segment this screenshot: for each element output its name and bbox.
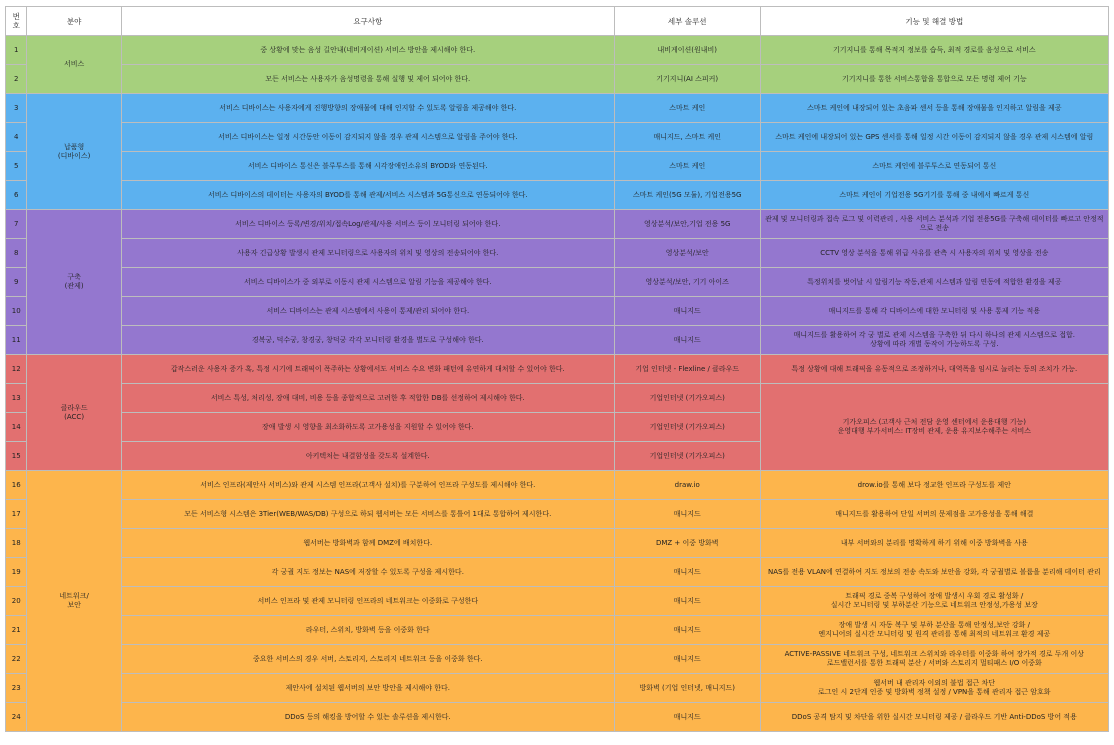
row-number: 7	[6, 210, 27, 239]
row-number: 1	[6, 36, 27, 65]
row-number: 21	[6, 616, 27, 645]
function-cell: 특정 상황에 대해 트래픽을 유동적으로 조정하거나, 대역폭을 임시로 늘리는 등의 조치가 가능.	[760, 355, 1108, 384]
requirement-cell: 웹서버는 방화벽과 함께 DMZ에 배치한다.	[121, 529, 614, 558]
row-number: 15	[6, 442, 27, 471]
header-function: 기능 및 해결 방법	[760, 7, 1108, 36]
row-number: 23	[6, 674, 27, 703]
table-row	[6, 268, 1109, 297]
function-cell: 매니지드를 통해 각 디바이스에 대한 모니터링 및 사용 통제 기능 적용	[760, 297, 1108, 326]
requirement-cell: 서비스 디바이스는 관제 시스템에서 사용이 통제/관리 되어야 한다.	[121, 297, 614, 326]
requirement-cell: DDoS 등의 해킹을 방어할 수 있는 솔루션을 제시한다.	[121, 703, 614, 732]
table-row	[6, 36, 1109, 65]
solution-cell: 기기지니(AI 스피커)	[614, 65, 760, 94]
table-row	[6, 123, 1109, 152]
solution-cell: 기업인터넷 (기가오피스)	[614, 442, 760, 471]
table-row	[6, 152, 1109, 181]
row-number: 11	[6, 326, 27, 355]
row-number: 4	[6, 123, 27, 152]
function-cell: 관제 및 모니터링과 접속 로그 및 이력관리 , 사용 서비스 분석과 기업 전용5G를 구축해 데이터를 빠르고 안정적으로 전송	[760, 210, 1108, 239]
requirements-table	[5, 6, 1109, 732]
requirement-cell: 사용자 긴급상황 발생시 관제 모니터링으로 사용자의 위치 및 영상의 전송되어야 한다.	[121, 239, 614, 268]
solution-cell: 매니지드	[614, 326, 760, 355]
requirement-cell: 서비스 특성, 처리성, 장애 대비, 비용 등을 종합적으로 고려한 후 적합한 DB를 선정하여 제시해야 한다.	[121, 384, 614, 413]
row-number: 24	[6, 703, 27, 732]
requirement-cell: 갑작스러운 사용자 증가 혹, 특정 시기에 트래픽이 폭주하는 상황에서도 서비스 수요 변화 패턴에 유연하게 대처할 수 있어야 한다.	[121, 355, 614, 384]
row-number: 8	[6, 239, 27, 268]
solution-cell: 스마트 케인	[614, 94, 760, 123]
solution-cell: 영상분석/보안, 기기 아이즈	[614, 268, 760, 297]
function-cell: 스마트 케인에 블루투스로 연동되어 통신	[760, 152, 1108, 181]
requirement-cell: 경복궁, 덕수궁, 창경궁, 창덕궁 각각 모니터링 환경을 별도로 구성해야 한다.	[121, 326, 614, 355]
solution-cell: 기업 인터넷 - Flexline / 클라우드	[614, 355, 760, 384]
function-cell: ACTIVE-PASSIVE 네트워크 구성, 네트워크 스위치와 라우터를 이중화 하여 장가적 경로 두개 이상 로드밸런서를 통한 트래픽 분산 / 서버와 스토리지 멀티패스 I/O 이중화	[760, 645, 1108, 674]
solution-cell: DMZ + 이중 방화벽	[614, 529, 760, 558]
solution-cell: 매니지드	[614, 703, 760, 732]
table-row	[6, 703, 1109, 732]
solution-cell: 매니지드, 스마트 케인	[614, 123, 760, 152]
header-requirement: 요구사항	[121, 7, 614, 36]
table-row	[6, 326, 1109, 355]
table-row	[6, 355, 1109, 384]
solution-cell: 매니지드	[614, 558, 760, 587]
category-byod: 납품형 (디바이스)	[27, 94, 121, 210]
requirement-cell: 각 궁궐 지도 정보는 NAS에 저장할 수 있도록 구성을 제시한다.	[121, 558, 614, 587]
function-cell: 기기지니를 통한 서비스통합을 통합으로 모든 명령 제어 기능	[760, 65, 1108, 94]
solution-cell: 방화벽 (기업 인터넷, 매니지드)	[614, 674, 760, 703]
requirement-cell: 중 상황에 맞는 음성 길안내(네비게이션) 서비스 방안을 제시해야 한다.	[121, 36, 614, 65]
table-row	[6, 384, 1109, 413]
table-row	[6, 210, 1109, 239]
row-number: 2	[6, 65, 27, 94]
table-row	[6, 558, 1109, 587]
row-number: 5	[6, 152, 27, 181]
header-category: 분야	[27, 7, 121, 36]
function-cell: 스마트 케인이 기업전용 5G기기를 통해 중 내에서 빠르게 통신	[760, 181, 1108, 210]
function-cell: 기기지니를 통해 목적지 정보를 습득, 최적 경로를 음성으로 서비스	[760, 36, 1108, 65]
row-number: 12	[6, 355, 27, 384]
table-row	[6, 674, 1109, 703]
solution-cell: 영상분석/보안,기업 전용 5G	[614, 210, 760, 239]
requirement-cell: 서비스 디바이스는 일정 시간동안 이동이 감지되지 않을 경우 관제 시스템으로 알림을 주어야 한다.	[121, 123, 614, 152]
solution-cell: 기업인터넷 (기가오피스)	[614, 384, 760, 413]
function-cell: 장애 발생 시 자동 복구 및 부하 분산을 통해 안정성,보안 강화 / 엔지니어의 실시간 모니터링 및 원격 관리를 통해 최적의 네트워크 환경 제공	[760, 616, 1108, 645]
requirement-cell: 제안사에 설치된 웹서버의 보안 방안을 제시해야 한다.	[121, 674, 614, 703]
solution-cell: 매니지드	[614, 645, 760, 674]
solution-cell: 매니지드	[614, 297, 760, 326]
function-cell: NAS를 전용 VLAN에 연결하여 지도 정보의 전송 속도와 보안을 강화, 각 궁궐별로 볼륨을 분리해 데이터 관리	[760, 558, 1108, 587]
solution-cell: 스마트 케인(5G 모듈), 기업전용5G	[614, 181, 760, 210]
category-network: 네트워크/ 보안	[27, 471, 121, 732]
requirement-cell: 중요한 서비스의 경우 서버, 스토리지, 스토리지 네트워크 등을 이중화 한다.	[121, 645, 614, 674]
row-number: 3	[6, 94, 27, 123]
header-solution: 세부 솔루션	[614, 7, 760, 36]
solution-cell: 스마트 케인	[614, 152, 760, 181]
solution-cell: 매니지드	[614, 616, 760, 645]
requirement-cell: 서비스 인프라 및 관제 모니터링 인프라의 네트워크는 이중화로 구성한다	[121, 587, 614, 616]
table-row	[6, 471, 1109, 500]
header-number: 번호	[6, 7, 27, 36]
row-number: 19	[6, 558, 27, 587]
function-cell: drow.io를 통해 보다 정교한 인프라 구성도를 제안	[760, 471, 1108, 500]
requirement-cell: 서비스 디바이스 통신은 블루투스를 통해 시각장애인소유의 BYOD와 연동된다.	[121, 152, 614, 181]
row-number: 14	[6, 413, 27, 442]
requirement-cell: 서비스 디바이스가 중 외부로 이동시 관제 시스템으로 알림 기능을 제공해야 한다.	[121, 268, 614, 297]
table-row	[6, 587, 1109, 616]
function-cell: 내부 서버와의 분리를 명확하게 하기 위해 이중 방화벽을 사용	[760, 529, 1108, 558]
row-number: 16	[6, 471, 27, 500]
requirement-cell: 서비스 디바이스의 데이터는 사용자의 BYOD를 통해 관제/서비스 시스템과 5G통신으로 연동되어야 한다.	[121, 181, 614, 210]
table-row	[6, 65, 1109, 94]
solution-cell: draw.io	[614, 471, 760, 500]
table-row	[6, 529, 1109, 558]
requirement-cell: 모든 서비스는 사용자가 음성명령을 통해 실행 및 제어 되어야 한다.	[121, 65, 614, 94]
row-number: 20	[6, 587, 27, 616]
function-cell: DDoS 공격 탐지 및 차단을 위한 실시간 모니터링 제공 / 클라우드 기반 Anti-DDoS 방어 적용	[760, 703, 1108, 732]
solution-cell: 매니지드	[614, 500, 760, 529]
function-cell-merged: 기가오피스 (고객사 근처 전담 운영 센터에서 운용대행 기능) 운영대행 부가서비스: IT장비 관제, 운용 유지보수해주는 서비스	[760, 384, 1108, 471]
function-cell: 웹서버 내 관리자 이외의 불법 접근 차단 로그인 시 2단계 인증 및 방화벽 정책 설정 / VPN을 통해 관리자 접근 암호화	[760, 674, 1108, 703]
function-cell: 매니지드를 활용하여 각 궁 별로 관제 시스템을 구축한 뒤 다시 하나의 관제 시스템으로 접합. 상황에 따라 개별 동작이 가능하도록 구성.	[760, 326, 1108, 355]
row-number: 17	[6, 500, 27, 529]
requirement-cell: 장애 발생 시 영향을 최소화하도록 고가용성을 지원할 수 있어야 한다.	[121, 413, 614, 442]
table-row	[6, 239, 1109, 268]
row-number: 9	[6, 268, 27, 297]
row-number: 13	[6, 384, 27, 413]
category-cloud: 클라우드 (ACC)	[27, 355, 121, 471]
category-control: 구축 (관제)	[27, 210, 121, 355]
row-number: 18	[6, 529, 27, 558]
function-cell: 특정위치를 벗어날 시 알림기능 작동,관제 시스템과 알림 연동에 적합한 환경을 제공	[760, 268, 1108, 297]
table-row	[6, 616, 1109, 645]
row-number: 22	[6, 645, 27, 674]
requirement-cell: 모든 서비스형 시스템은 3Tier(WEB/WAS/DB) 구성으로 하되 웹서버는 모든 서비스를 통틀어 1대로 통합하여 제시한다.	[121, 500, 614, 529]
table-row	[6, 94, 1109, 123]
solution-cell: 내비게이션(원내비)	[614, 36, 760, 65]
requirement-cell: 서비스 디바이스는 사용자에게 진행방향의 장애물에 대해 인지할 수 있도록 알림을 제공해야 한다.	[121, 94, 614, 123]
header-row	[6, 7, 1109, 36]
table-row	[6, 500, 1109, 529]
function-cell: 스마트 케인에 내장되어 있는 GPS 센서를 통해 일정 시간 이동이 감지되지 않을 경우 관제 시스템에 알림	[760, 123, 1108, 152]
function-cell: CCTV 영상 분석을 통해 위급 사유를 관측 시 사용자의 위치 및 영상을 전송	[760, 239, 1108, 268]
requirement-cell: 서비스 디바이스 등록/변경/위치/접속Log/관제/사용 서비스 등이 모니터링 되어야 한다.	[121, 210, 614, 239]
function-cell: 매니지드를 활용하여 단일 서버의 문제점을 고가용성을 통해 해결	[760, 500, 1108, 529]
solution-cell: 영상분석/보안	[614, 239, 760, 268]
function-cell: 스마트 케인에 내장되어 있는 초음파 센서 등을 통해 장애물을 인지하고 알림을 제공	[760, 94, 1108, 123]
requirement-cell: 서비스 인프라(제안사 서비스)와 관제 시스템 인프라(고객사 설치)를 구분하여 인프라 구성도를 제시해야 한다.	[121, 471, 614, 500]
table-row	[6, 645, 1109, 674]
category-service: 서비스	[27, 36, 121, 94]
requirements-table-wrap	[5, 6, 1109, 732]
table-row	[6, 181, 1109, 210]
row-number: 10	[6, 297, 27, 326]
requirement-cell: 아키텍처는 내결함성을 갖도록 설계한다.	[121, 442, 614, 471]
table-row	[6, 297, 1109, 326]
function-cell: 트래픽 경로 중복 구성하여 장애 발생시 우회 경로 활성화 / 실시간 모니터링 및 부하분산 기능으로 네트워크 안정성,가용성 보장	[760, 587, 1108, 616]
row-number: 6	[6, 181, 27, 210]
requirement-cell: 라우터, 스위치, 방화벽 등을 이중화 한다	[121, 616, 614, 645]
solution-cell: 기업인터넷 (기가오피스)	[614, 413, 760, 442]
solution-cell: 매니지드	[614, 587, 760, 616]
